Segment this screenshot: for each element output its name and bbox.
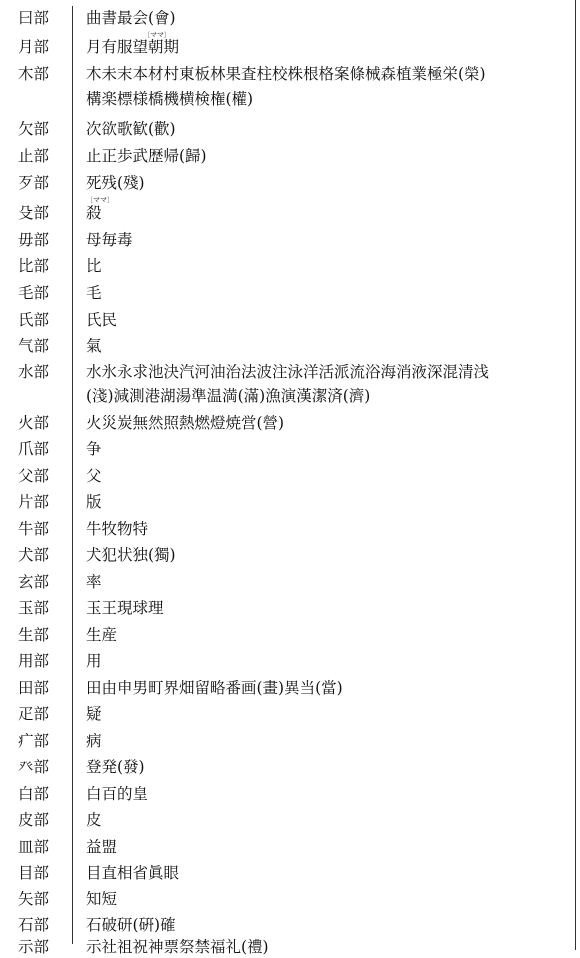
radical-label: 殳部 bbox=[18, 204, 50, 222]
character-list: 生産 bbox=[86, 626, 118, 644]
radical-label: 石部 bbox=[18, 916, 50, 934]
radical-label: 爪部 bbox=[18, 440, 50, 458]
column-divider bbox=[72, 6, 73, 944]
radical-label: 示部 bbox=[18, 938, 50, 956]
radical-label: 火部 bbox=[18, 414, 50, 432]
radical-label: 父部 bbox=[18, 467, 50, 485]
character-list: 用 bbox=[86, 652, 102, 670]
character-list: 母毎毒 bbox=[86, 231, 133, 249]
character-list: 白百的皇 bbox=[86, 785, 149, 803]
radical-label: 牛部 bbox=[18, 520, 50, 538]
character-list: 曲書最会(會) bbox=[86, 9, 176, 27]
radical-label: 疋部 bbox=[18, 705, 50, 723]
radical-label: 矢部 bbox=[18, 890, 50, 908]
character-list: 構楽標様橋機横検権(權) bbox=[86, 90, 254, 108]
character-list: 水氷永求池決汽河油治法波注泳洋活派流浴海消液深混清浅 bbox=[86, 363, 490, 381]
radical-label: 生部 bbox=[18, 626, 50, 644]
radical-label: 皮部 bbox=[18, 811, 50, 829]
character-list: 皮 bbox=[86, 811, 102, 829]
character-list: 比 bbox=[86, 257, 102, 275]
radical-label: 玄部 bbox=[18, 573, 50, 591]
radical-label: 疒部 bbox=[18, 732, 50, 750]
radical-label: 比部 bbox=[18, 257, 50, 275]
radical-label: 癶部 bbox=[18, 758, 50, 776]
character-list: 氣 bbox=[86, 337, 102, 355]
right-border bbox=[575, 0, 576, 950]
radical-label: 木部 bbox=[18, 65, 50, 83]
character-list: 登発(發) bbox=[86, 758, 145, 776]
radical-label: 皿部 bbox=[18, 838, 50, 856]
character-list: 毛 bbox=[86, 284, 102, 302]
character-list: 版 bbox=[86, 493, 102, 511]
character-list: 示社祖祝神票祭禁福礼(禮) bbox=[86, 938, 269, 956]
character-list: 牛牧物特 bbox=[86, 520, 149, 538]
mama-annotation: 〔ママ〕 bbox=[143, 31, 171, 39]
character-list: 益盟 bbox=[86, 838, 118, 856]
radical-label: 玉部 bbox=[18, 599, 50, 617]
radical-label: 目部 bbox=[18, 864, 50, 882]
character-list: 知短 bbox=[86, 890, 118, 908]
character-list: 疑 bbox=[86, 705, 102, 723]
radical-label: 犬部 bbox=[18, 546, 50, 564]
character-list: 率 bbox=[86, 573, 102, 591]
radical-label: 歹部 bbox=[18, 174, 50, 192]
character-list: 氏民 bbox=[86, 311, 118, 329]
radical-label: 用部 bbox=[18, 652, 50, 670]
radical-label: 水部 bbox=[18, 363, 50, 381]
radical-label: 气部 bbox=[18, 337, 50, 355]
radical-label: 田部 bbox=[18, 679, 50, 697]
radical-label: 毋部 bbox=[18, 231, 50, 249]
character-list: 病 bbox=[86, 732, 102, 750]
character-list: 田由申男町界畑留略番画(畫)異当(當) bbox=[86, 679, 343, 697]
character-list: 父 bbox=[86, 467, 102, 485]
radical-label: 毛部 bbox=[18, 284, 50, 302]
character-list: 目直相省眞眼 bbox=[86, 864, 180, 882]
character-list: 石破研(硏)確 bbox=[86, 916, 176, 934]
character-list: 殺 bbox=[86, 204, 102, 222]
radical-label: 欠部 bbox=[18, 120, 50, 138]
character-list: 木未末本材村東板林果査柱校株根格案條械森植業極栄(榮) bbox=[86, 65, 486, 83]
character-list: 死残(殘) bbox=[86, 174, 145, 192]
character-list: 次欲歌歓(歡) bbox=[86, 120, 176, 138]
character-list: 止正歩武歴帰(歸) bbox=[86, 147, 207, 165]
radical-label: 止部 bbox=[18, 147, 50, 165]
mama-annotation: 〔ママ〕 bbox=[86, 196, 114, 204]
radical-label: 片部 bbox=[18, 493, 50, 511]
radical-label: 曰部 bbox=[18, 9, 50, 27]
radical-label: 白部 bbox=[18, 785, 50, 803]
character-list: 犬犯状独(獨) bbox=[86, 546, 176, 564]
radical-label: 月部 bbox=[18, 38, 50, 56]
radical-label: 氏部 bbox=[18, 311, 50, 329]
character-list: 月有服望朝期 bbox=[86, 38, 180, 56]
character-list: (淺)減測港湖湯準温満(滿)漁演漢潔済(濟) bbox=[86, 387, 371, 405]
character-list: 玉王現球理 bbox=[86, 599, 164, 617]
character-list: 争 bbox=[86, 440, 102, 458]
character-list: 火災炭無然照熱燃燈焼営(營) bbox=[86, 414, 285, 432]
